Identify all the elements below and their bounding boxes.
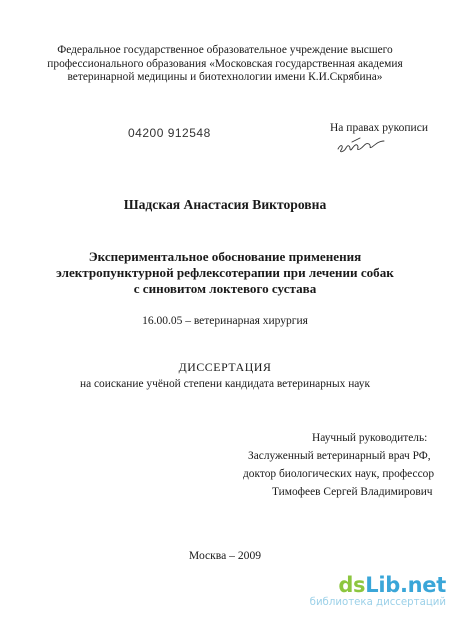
degree-line: на соискание учёной степени кандидата ветеринарных наук <box>79 378 371 390</box>
title-line: электропунктурной рефлексотерапии при лечении собак <box>56 265 394 280</box>
dslib-logo <box>338 573 446 597</box>
title-line: Экспериментальное обоснование применения <box>88 249 362 264</box>
manuscript-note: На правах рукописи <box>330 122 428 134</box>
supervisor-name: Тимофеев Сергей Владимирович <box>272 486 433 498</box>
registration-code: 04200 912548 <box>128 126 211 140</box>
logo-part-ds: ds <box>338 573 366 597</box>
dslib-watermark <box>309 573 446 615</box>
institution-line: профессионального образования «Московская государственная академия <box>47 57 403 70</box>
specialty: 16.00.05 – ветеринарная хирургия <box>142 315 308 327</box>
institution-header <box>0 44 450 85</box>
dissertation-title <box>0 249 450 297</box>
institution-line: Федеральное государственное образовательное учреждение высшего <box>57 44 393 56</box>
supervisor-degree: доктор биологических наук, профессор <box>243 468 435 480</box>
document-type: ДИССЕРТАЦИЯ <box>178 360 272 374</box>
supervisor-title: Заслуженный ветеринарный врач РФ, <box>248 450 431 462</box>
author-name: Шадская Анастасия Викторовна <box>123 197 327 212</box>
place-year: Москва – 2009 <box>188 549 262 562</box>
title-line: с синовитом локтевого сустава <box>133 281 317 296</box>
supervisor-heading: Научный руководитель: <box>312 432 428 444</box>
author-signature <box>336 134 392 156</box>
institution-line: ветеринарной медицины и биотехнологии имени К.И.Скрябина» <box>67 71 383 84</box>
logo-part-lib: Lib.net <box>365 573 446 597</box>
watermark-subtitle: библиотека диссертаций <box>309 597 446 608</box>
